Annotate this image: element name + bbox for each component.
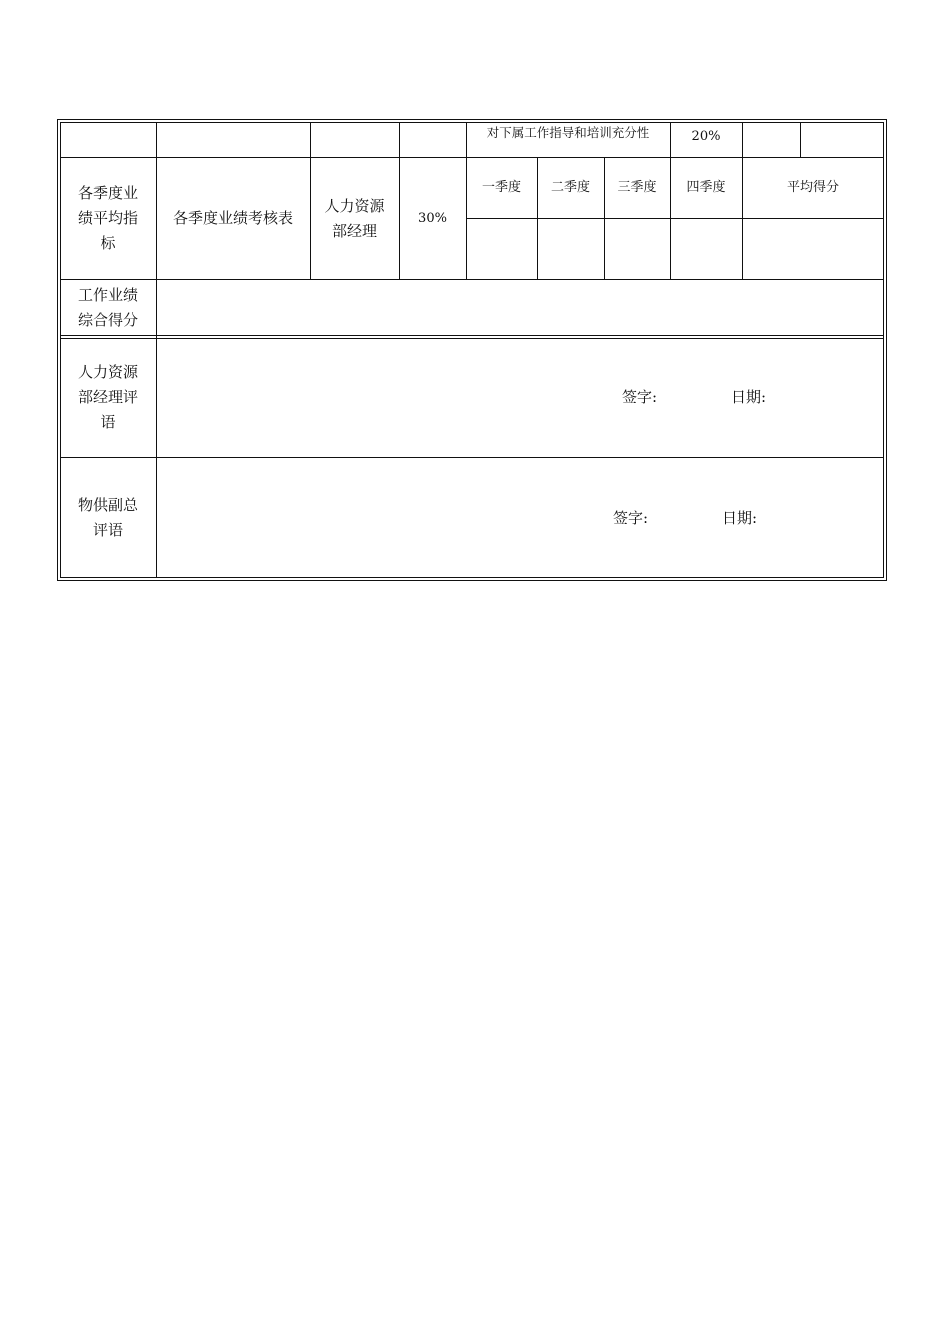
average-score-header: 平均得分 xyxy=(786,180,839,195)
quarter-header-3: 三季度 xyxy=(617,180,657,195)
row-divider xyxy=(60,279,884,280)
row-divider xyxy=(60,457,884,458)
quarterly-row-label: 各季度业 绩平均指 标 xyxy=(77,184,138,252)
row-divider xyxy=(60,338,884,339)
row-divider xyxy=(466,218,884,219)
quarter-header-2: 二季度 xyxy=(550,180,590,195)
column-divider xyxy=(399,122,400,279)
column-divider xyxy=(466,122,467,279)
quarterly-source: 各季度业绩考核表 xyxy=(172,209,293,227)
column-divider xyxy=(156,122,157,578)
criterion-weight: 20% xyxy=(691,129,721,144)
hr-signature-label: 签字: xyxy=(622,388,658,406)
vp-comment-label: 物供副总 评语 xyxy=(77,496,138,539)
quarterly-assessor: 人力资源 部经理 xyxy=(324,197,385,240)
quarterly-weight: 30% xyxy=(418,211,447,226)
row-divider xyxy=(60,335,884,336)
column-divider xyxy=(742,122,743,279)
quarter-header-1: 一季度 xyxy=(481,180,521,195)
criterion-text: 对下属工作指导和培训充分性 xyxy=(486,125,650,140)
quarter-header-4: 四季度 xyxy=(686,180,726,195)
vp-signature-label: 签字: xyxy=(613,509,649,527)
overall-score-label: 工作业绩 综合得分 xyxy=(77,286,138,329)
column-divider xyxy=(800,122,801,157)
hr-comment-label: 人力资源 部经理评 语 xyxy=(77,363,138,431)
row-divider xyxy=(60,157,884,158)
hr-date-label: 日期: xyxy=(731,388,767,406)
vp-date-label: 日期: xyxy=(722,509,758,527)
